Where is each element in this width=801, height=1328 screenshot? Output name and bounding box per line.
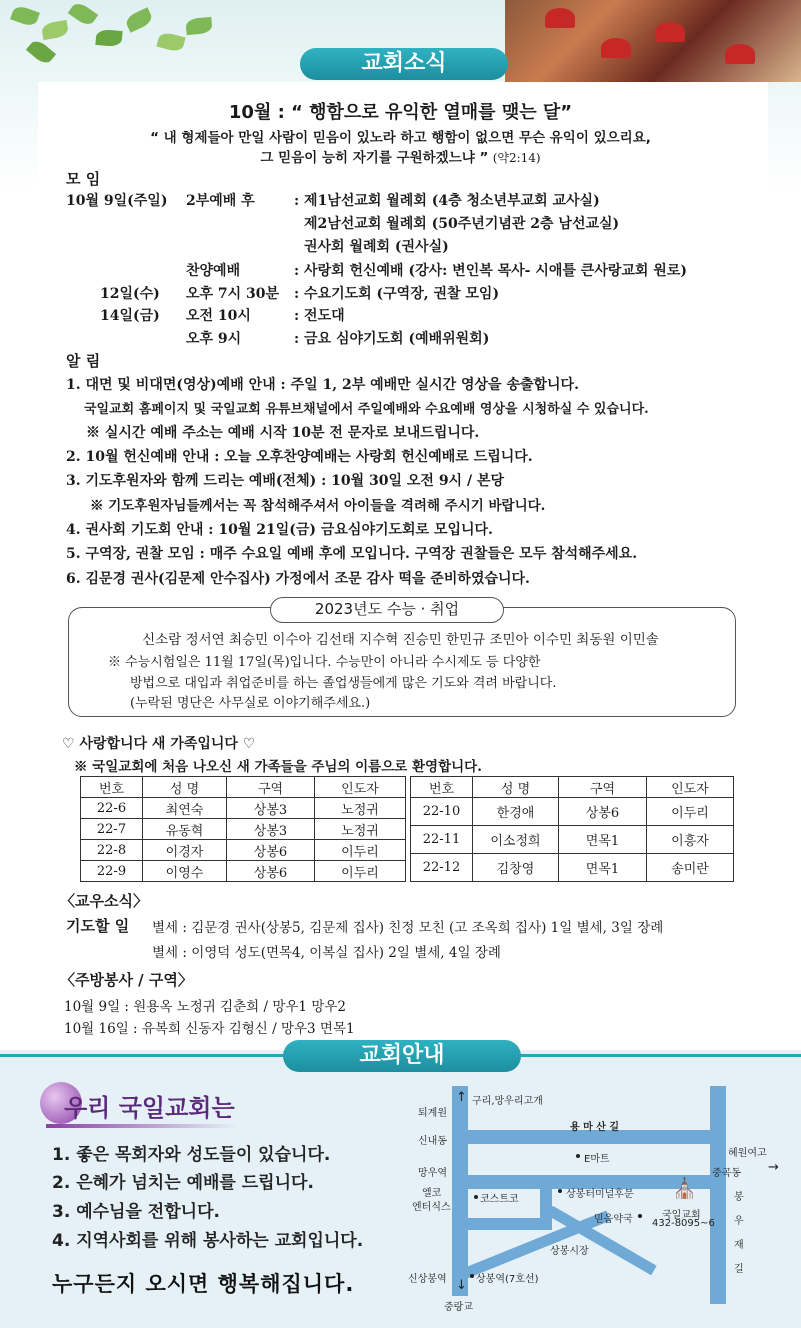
map-label: 길 bbox=[734, 1264, 744, 1275]
arrow-down-icon: ↓ bbox=[456, 1278, 467, 1293]
exam-note: ※ 수능시험일은 11월 17일(목)입니다. 수능만이 아니라 수시제도 등 다양한 bbox=[108, 655, 541, 670]
map-label: 용 마 산 길 bbox=[570, 1122, 620, 1133]
map-label: 퇴계원 bbox=[418, 1108, 447, 1119]
new-family-table-right bbox=[410, 776, 734, 882]
cell: 최연숙 bbox=[143, 798, 227, 819]
table-row bbox=[81, 798, 406, 819]
church-building-icon: ⛪ bbox=[672, 1176, 697, 1200]
map-label: 재 bbox=[734, 1240, 744, 1251]
exam-names: 신소람 정서연 최승민 이수아 김선태 지수혁 진승민 한민규 조민아 이수민 최동원 이민솔 bbox=[142, 632, 659, 648]
map-label: 엘코 bbox=[422, 1188, 442, 1199]
meeting-date: 10월 9일(주일) bbox=[66, 193, 168, 209]
church-item: 4. 지역사회를 위해 봉사하는 교회입니다. bbox=[52, 1231, 364, 1251]
slogan: 누구든지 오시면 행복해집니다. bbox=[52, 1272, 355, 1296]
arrow-right-icon: → bbox=[768, 1160, 779, 1175]
cell: 이두리 bbox=[647, 798, 734, 826]
table-row bbox=[411, 854, 734, 882]
col-number: 번호 bbox=[411, 777, 473, 798]
cell: 상봉6 bbox=[559, 798, 647, 826]
meeting-time: 오후 7시 30분 bbox=[186, 286, 280, 302]
table-row bbox=[81, 840, 406, 861]
exam-note: 방법으로 대입과 취업준비를 하는 졸업생들에게 많은 기도와 격려 바랍니다. bbox=[130, 676, 557, 691]
map-label: 우 bbox=[734, 1216, 744, 1227]
meeting-date: 12일(수) bbox=[100, 286, 160, 302]
notice-line: 2. 10월 헌신예배 안내 : 오늘 오후찬양예배는 사랑회 헌신예배로 드립니다. bbox=[66, 449, 533, 465]
cell: 상봉3 bbox=[227, 798, 315, 819]
leaves-decoration bbox=[0, 0, 230, 75]
new-family-table-left bbox=[80, 776, 406, 882]
meeting-detail: 권사회 월례회 (권사실) bbox=[304, 239, 449, 255]
cell: 한경애 bbox=[473, 798, 559, 826]
new-family-intro: ※ 국일교회에 처음 나오신 새 가족들을 주님의 이름으로 환영합니다. bbox=[74, 759, 482, 775]
cell: 22-10 bbox=[411, 798, 473, 826]
member-news-heading: 〈교우소식〉 bbox=[60, 892, 148, 910]
title-underline bbox=[46, 1124, 238, 1128]
arrow-up-icon: ↑ bbox=[456, 1090, 467, 1105]
cell: 22-7 bbox=[81, 819, 143, 840]
new-family-heading: ♡ 사랑합니다 새 가족입니다 ♡ bbox=[62, 736, 256, 752]
cell: 상봉6 bbox=[227, 840, 315, 861]
cell: 22-8 bbox=[81, 840, 143, 861]
map-marker bbox=[470, 1274, 474, 1278]
map-label: 중랑교 bbox=[444, 1302, 473, 1313]
news-header: 교회소식 bbox=[300, 48, 508, 80]
map-label: 상봉역(7호선) bbox=[476, 1274, 539, 1285]
col-area: 구역 bbox=[227, 777, 315, 798]
cell: 22-12 bbox=[411, 854, 473, 882]
col-guide: 인도자 bbox=[647, 777, 734, 798]
cell: 이소정희 bbox=[473, 826, 559, 854]
map-label: 상봉시장 bbox=[550, 1246, 589, 1257]
church-item: 2. 은혜가 넘치는 예배를 드립니다. bbox=[52, 1173, 314, 1193]
map-label: 봉 bbox=[734, 1192, 744, 1203]
notice-line: 5. 구역장, 권찰 모임 : 매주 수요일 예배 후에 모입니다. 구역장 권찰들은 모두 참석해주세요. bbox=[66, 546, 638, 562]
map-label: 혜원여고 bbox=[728, 1148, 767, 1159]
meeting-detail: 제2남선교회 월례회 (50주년기념관 2층 남선교실) bbox=[304, 216, 620, 232]
table-row bbox=[81, 819, 406, 840]
kitchen-line: 10월 9일 : 원용옥 노정귀 김춘희 / 망우1 망우2 bbox=[64, 999, 346, 1015]
table-row bbox=[411, 798, 734, 826]
map-label: 믿음약국 bbox=[594, 1214, 633, 1225]
kitchen-line: 10월 16일 : 유복희 신동자 김형신 / 망우3 면목1 bbox=[64, 1021, 355, 1037]
cell: 면목1 bbox=[559, 854, 647, 882]
map-label: 중곡동 bbox=[712, 1168, 741, 1179]
map-label: 신상봉역 bbox=[408, 1274, 447, 1285]
cell: 22-6 bbox=[81, 798, 143, 819]
notice-line: 1. 대면 및 비대면(영상)예배 안내 : 주일 1, 2부 예배만 실시간 영상을 송출합니다. bbox=[66, 377, 579, 393]
map-label: 구리,망우리고개 bbox=[472, 1096, 543, 1107]
cell: 노정귀 bbox=[315, 819, 406, 840]
map-label: E마트 bbox=[584, 1154, 610, 1165]
kitchen-heading: 〈주방봉사 / 구역〉 bbox=[60, 971, 193, 989]
cell: 노정귀 bbox=[315, 798, 406, 819]
map-label: 상봉터미널후문 bbox=[566, 1189, 634, 1200]
meeting-detail: : 금요 심야기도회 (예배위원회) bbox=[294, 331, 490, 347]
prayer-line: 별세 : 김문경 권사(상봉5, 김문제 집사) 친정 모친 (고 조옥희 집사) 1일 별세, 3일 장례 bbox=[152, 920, 664, 936]
notice-line: 3. 기도후원자와 함께 드리는 예배(전체) : 10월 30일 오전 9시 / 본당 bbox=[66, 473, 504, 489]
prayer-line: 별세 : 이영덕 성도(면목4, 이복실 집사) 2일 별세, 4일 장례 bbox=[152, 945, 501, 961]
map-marker bbox=[576, 1154, 580, 1158]
meeting-detail: : 사랑회 헌신예배 (강사: 변인복 목사- 시애틀 큰사랑교회 원로) bbox=[294, 263, 687, 279]
cell: 김창영 bbox=[473, 854, 559, 882]
cell: 이두리 bbox=[315, 861, 406, 882]
meeting-detail: : 제1남선교회 월례회 (4층 청소년부교회 교사실) bbox=[294, 193, 600, 209]
notice-line: 6. 김문경 권사(김문제 안수집사) 가정에서 조문 감사 떡을 준비하였습니다. bbox=[66, 571, 530, 587]
cell: 22-11 bbox=[411, 826, 473, 854]
col-area: 구역 bbox=[559, 777, 647, 798]
table-row bbox=[411, 826, 734, 854]
verse-line-1: “ 내 형제들아 만일 사람이 믿음이 있노라 하고 행함이 없으면 무슨 유익이 있으리요, bbox=[150, 130, 651, 146]
exam-title: 2023년도 수능 · 취업 bbox=[270, 597, 504, 623]
map-road bbox=[710, 1086, 726, 1304]
exam-note: (누락된 명단은 사무실로 이야기해주세요.) bbox=[130, 696, 371, 711]
cell: 상봉3 bbox=[227, 819, 315, 840]
notice-line: ※ 기도후원자님들께서는 꼭 참석해주셔서 아이들을 격려해 주시기 바랍니다. bbox=[90, 498, 546, 514]
map-label: 국일교회 bbox=[662, 1210, 701, 1221]
map-marker bbox=[638, 1214, 642, 1218]
notice-line: ※ 실시간 예배 주소는 예배 시작 10분 전 문자로 보내드립니다. bbox=[86, 425, 480, 441]
map-road bbox=[452, 1086, 468, 1296]
col-name: 성 명 bbox=[473, 777, 559, 798]
map-marker bbox=[558, 1189, 562, 1193]
cell: 상봉6 bbox=[227, 861, 315, 882]
meetings-heading: 모 임 bbox=[66, 170, 101, 188]
map-label: 신내동 bbox=[418, 1136, 447, 1147]
map-label: 432-8095~6 bbox=[652, 1218, 715, 1229]
cell: 22-9 bbox=[81, 861, 143, 882]
col-number: 번호 bbox=[81, 777, 143, 798]
choir-photo bbox=[505, 0, 801, 82]
church-item: 1. 좋은 목회자와 성도들이 있습니다. bbox=[52, 1145, 331, 1165]
notices-heading: 알 림 bbox=[66, 352, 101, 370]
guide-header: 교회안내 bbox=[283, 1040, 521, 1072]
meeting-detail: : 수요기도회 (구역장, 권찰 모임) bbox=[294, 286, 500, 302]
notice-line: 국일교회 홈페이지 및 국일교회 유튜브채널에서 주일예배와 수요예배 영상을 시청하실 수 있습니다. bbox=[84, 402, 649, 417]
cell: 송미란 bbox=[647, 854, 734, 882]
meeting-detail: : 전도대 bbox=[294, 308, 345, 324]
cell: 이흥자 bbox=[647, 826, 734, 854]
church-title: 우리 국일교회는 bbox=[64, 1094, 235, 1122]
theme-title: 10월 : “ 행함으로 유익한 열매를 맺는 달” bbox=[228, 102, 573, 123]
verse-line-2: 그 믿음이 능히 자기를 구원하겠느냐 ” (약2:14) bbox=[260, 150, 541, 166]
meeting-time: 오전 10시 bbox=[186, 308, 251, 324]
col-name: 성 명 bbox=[143, 777, 227, 798]
cell: 면목1 bbox=[559, 826, 647, 854]
map-label: 코스트코 bbox=[480, 1194, 519, 1205]
meeting-date: 14일(금) bbox=[100, 308, 160, 324]
cell: 이두리 bbox=[315, 840, 406, 861]
meeting-time: 2부예배 후 bbox=[186, 193, 255, 209]
map-label: 엔터식스 bbox=[412, 1202, 451, 1213]
map-label: 망우역 bbox=[418, 1168, 447, 1179]
map-marker bbox=[474, 1195, 478, 1199]
meeting-time: 오후 9시 bbox=[186, 331, 242, 347]
col-guide: 인도자 bbox=[315, 777, 406, 798]
cell: 이경자 bbox=[143, 840, 227, 861]
church-map bbox=[400, 1080, 790, 1320]
map-road bbox=[452, 1218, 552, 1230]
table-row bbox=[81, 861, 406, 882]
cell: 유동혁 bbox=[143, 819, 227, 840]
church-item: 3. 예수님을 전합니다. bbox=[52, 1202, 220, 1222]
prayer-label: 기도할 일 bbox=[66, 917, 130, 935]
cell: 이영수 bbox=[143, 861, 227, 882]
notice-line: 4. 권사회 기도회 안내 : 10월 21일(금) 금요심야기도회로 모입니다. bbox=[66, 522, 493, 538]
meeting-time: 찬양예배 bbox=[186, 263, 241, 279]
